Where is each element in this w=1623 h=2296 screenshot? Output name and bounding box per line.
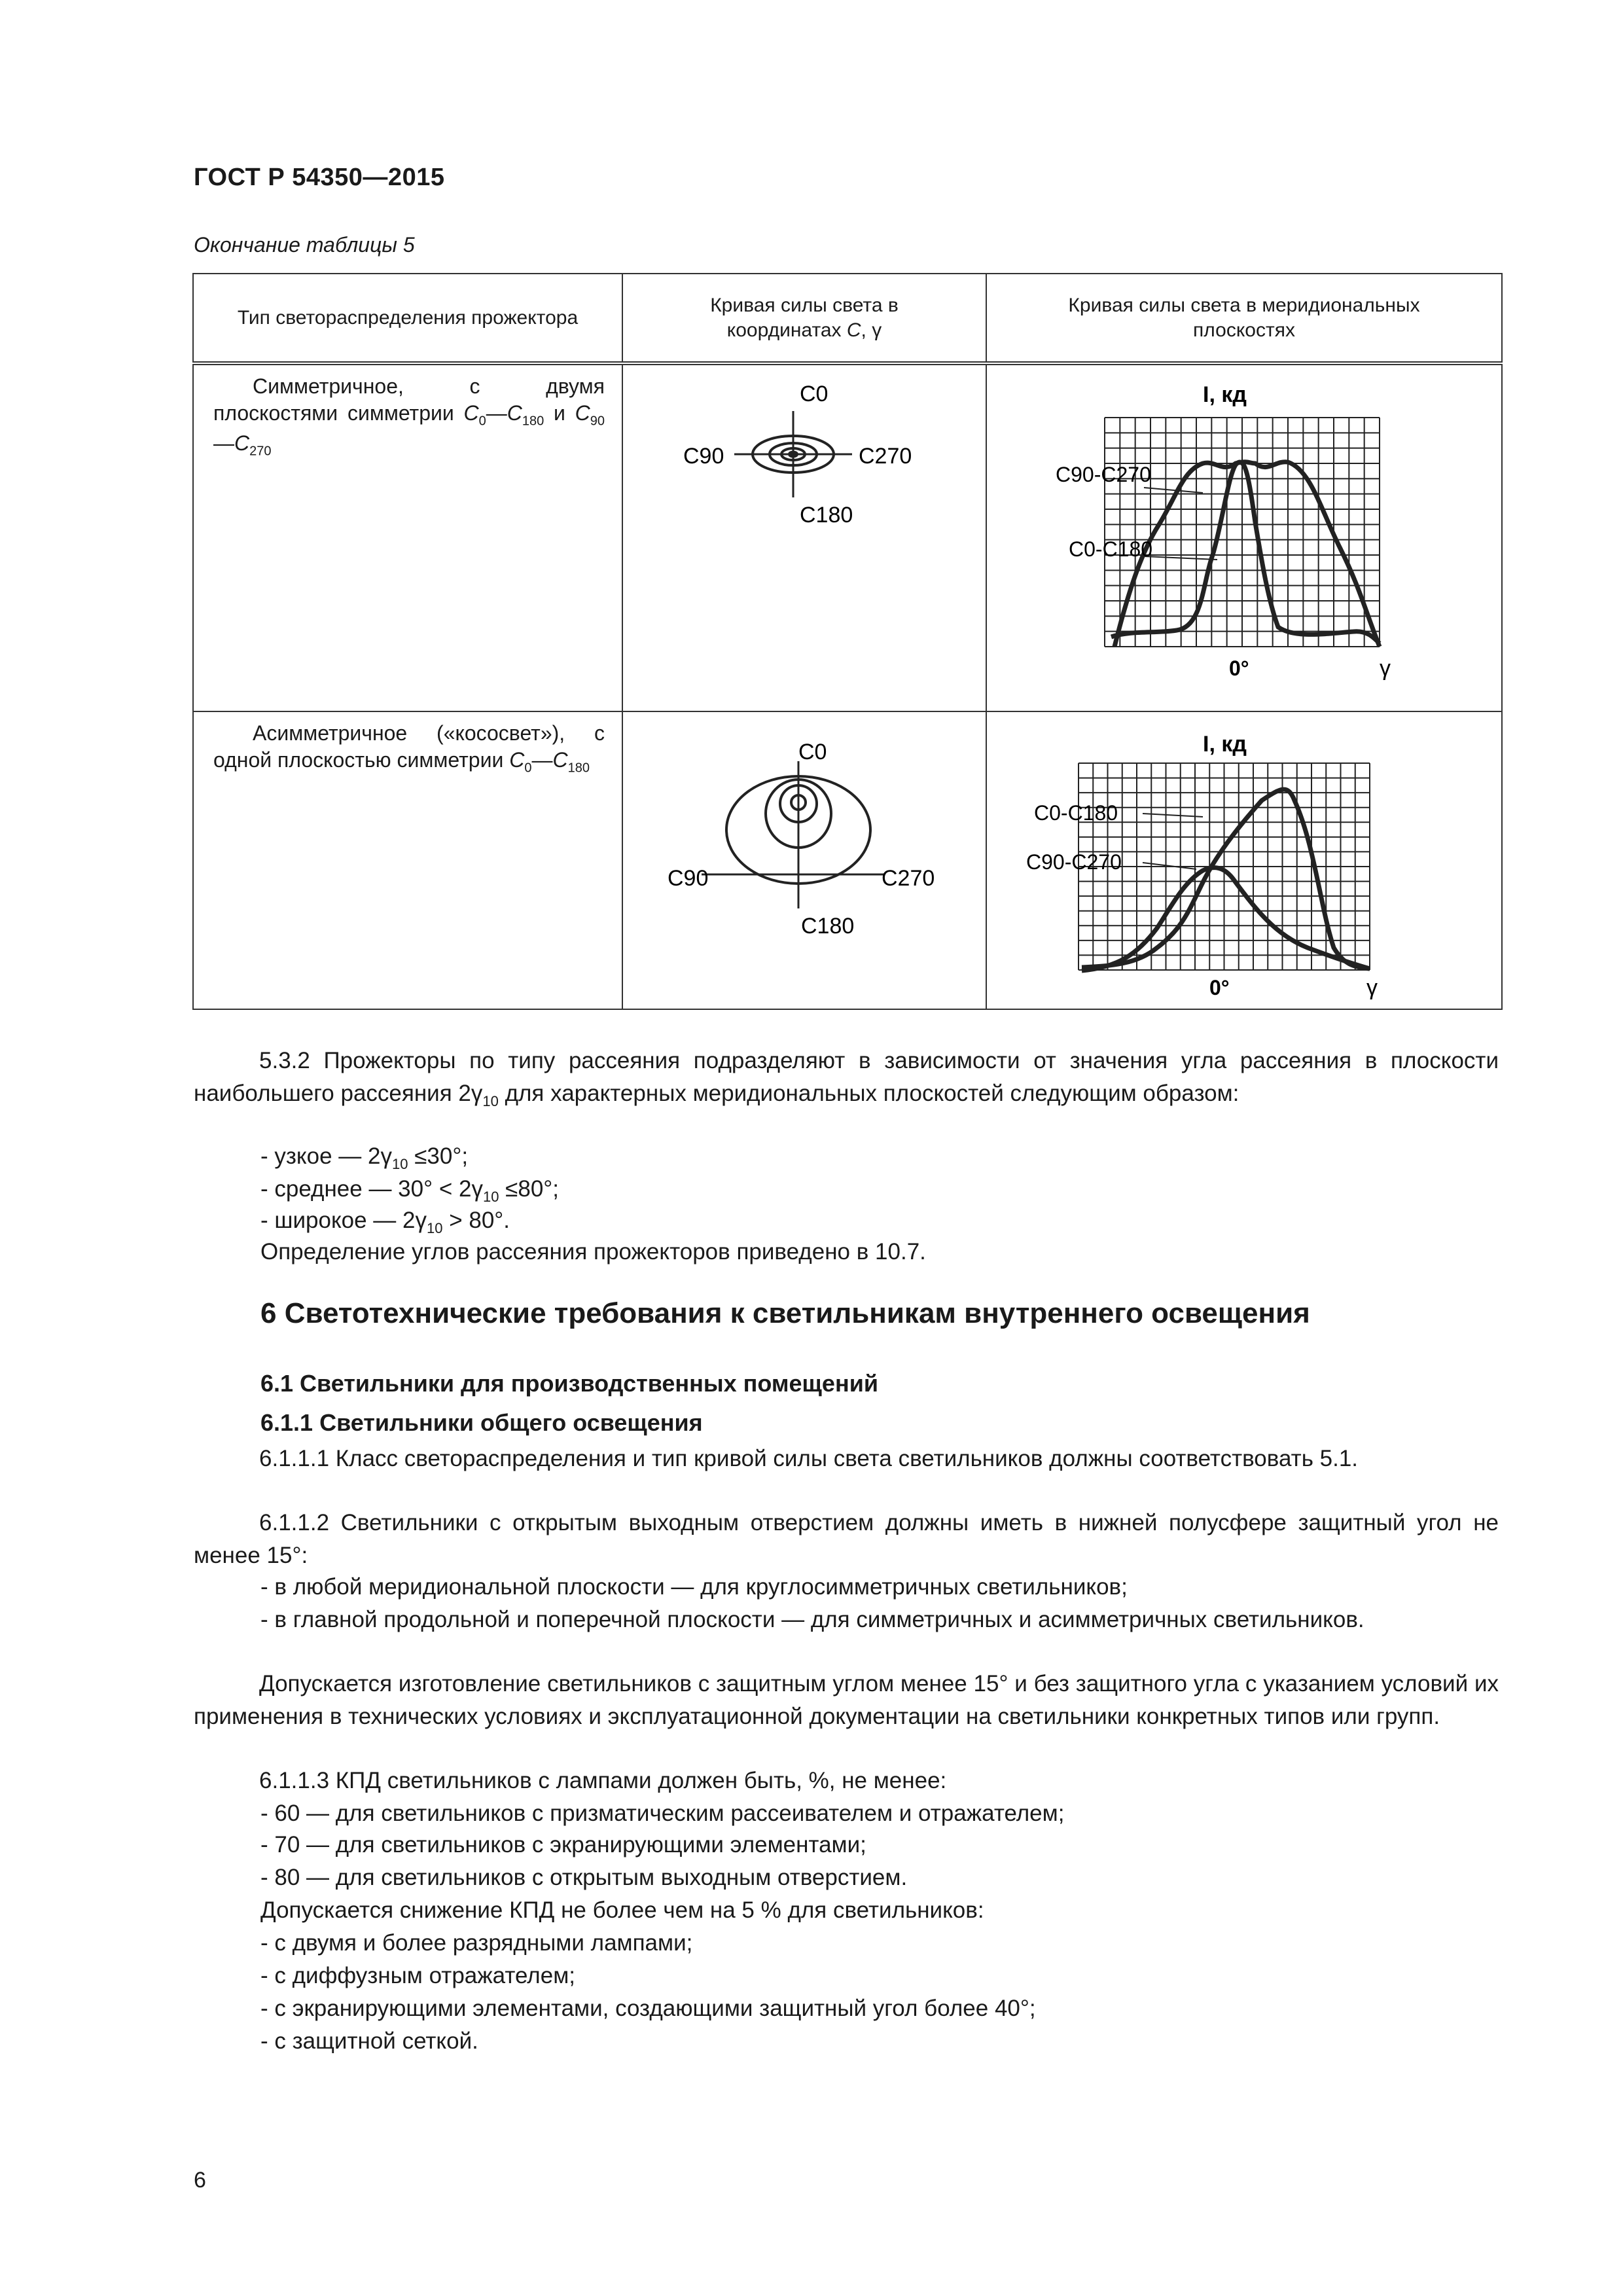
para-allow2: Допускается снижение КПД не более чем на 5 % для светильников: [260, 1897, 984, 1923]
polar2-label-left: C90 [668, 866, 709, 891]
list-item: - 80 — для светильников с открытым выходным отверстием. [260, 1865, 908, 1890]
polar2-label-top: C0 [798, 740, 827, 764]
page-number: 6 [194, 2168, 206, 2193]
table-header-row [193, 274, 1502, 363]
list-item: - с защитной сеткой. [260, 2028, 478, 2054]
list-item: - 70 — для светильников с экранирующими элементами; [260, 1832, 866, 1857]
section-6-heading: 6 Светотехнические требования к светильникам внутреннего освещения [260, 1297, 1310, 1329]
column-header-polar: Кривая силы света в координатах С, γ [622, 274, 986, 363]
meridional-graph-symmetric [987, 365, 1503, 706]
polar2-label-bottom: C180 [801, 914, 855, 939]
graph1-curve-label-b: C0-C180 [1069, 537, 1153, 561]
polar-diagram-symmetric [623, 365, 987, 706]
polar2-label-right: C270 [882, 866, 935, 891]
graph2-curve-label-b: C90-C270 [1026, 850, 1122, 874]
section-6-1-1-heading: 6.1.1 Светильники общего освещения [260, 1409, 703, 1436]
graph2-y-label: I, кд [1203, 732, 1247, 757]
row1-type-cell [193, 363, 622, 711]
list-item: - с экранирующими элементами, создающими защитный угол более 40°; [260, 1996, 1036, 2021]
graph2-curve-label-a: C0-C180 [1034, 801, 1118, 825]
section-6-1-heading: 6.1 Светильники для производственных помещений [260, 1370, 878, 1397]
list-item: - узкое — $2\gamma_{10} \le 30^\circ$; [260, 1143, 469, 1172]
list-item: - с диффузным отражателем; [260, 1963, 575, 1988]
graph1-y-label: I, кд [1203, 382, 1247, 407]
row2-type-cell [193, 711, 622, 1009]
polar1-label-left: C90 [683, 444, 724, 469]
table-row [193, 711, 1502, 1009]
list-item: - широкое — $2\gamma_{10} > 80^\circ$. [260, 1208, 510, 1236]
para-5-3-2: 5.3.2 Прожекторы по типу рассеяния подразделяют в зависимости от значения угла рассеяния в плоскости наибольшего рассеяния $2\gamma_{10}$ для характерных меридиональных плоскостей следующим образом: [194, 1048, 1499, 1109]
table-row [193, 363, 1502, 711]
table-caption: Окончание таблицы 5 [194, 233, 415, 257]
graph1-x-end: γ [1380, 656, 1391, 681]
graph2-x-zero: 0° [1209, 976, 1230, 999]
column-header-type: Тип светораспределения прожектора [193, 274, 622, 363]
row1-graph-cell [986, 363, 1502, 711]
graph2-x-end: γ [1366, 975, 1378, 1000]
column-header-meridional: Кривая силы света в меридиональных плоскостях [986, 274, 1502, 363]
graph1-curve-label-a: C90-C270 [1056, 463, 1151, 486]
graph1-x-zero: 0° [1229, 656, 1249, 680]
row2-polar-cell [622, 711, 986, 1009]
polar1-label-top: C0 [800, 382, 829, 406]
list-item: - в любой меридиональной плоскости — для круглосимметричных светильников; [260, 1574, 1128, 1600]
graph1-curve-c90-c270 [1115, 462, 1380, 647]
polar-diagram-asymmetric [623, 712, 987, 1003]
row2-type-text: Асимметричное («кососвет»), с одной плоскостью симметрии $С_0—С_{180}$ [213, 721, 605, 776]
list-item: - с двумя и более разрядными лампами; [260, 1930, 693, 1956]
para-6-1-1-3: 6.1.1.3 КПД светильников с лампами должен быть, %, не менее: [259, 1768, 947, 1793]
para-6-1-1-2: 6.1.1.2 Светильники с открытым выходным отверстием должны иметь в нижней полусфере защитный угол не менее 15°: [194, 1510, 1499, 1568]
list-item: - в главной продольной и поперечной плоскости — для симметричных и асимметричных светильников. [260, 1607, 1364, 1632]
document-header: ГОСТ Р 54350—2015 [194, 164, 445, 191]
polar1-label-right: C270 [859, 444, 912, 469]
row1-polar-cell [622, 363, 986, 711]
table-5 [192, 273, 1503, 1010]
list-item: - среднее — $30^\circ < 2\gamma_{10} \le 80^\circ$; [260, 1176, 560, 1205]
meridional-graph-asymmetric [987, 712, 1503, 1003]
polar1-label-bottom: C180 [800, 503, 853, 528]
para-allow: Допускается изготовление светильников с защитным углом менее 15° и без защитного угла с указанием условий их применения в технических условиях и эксплуатационной документации на светильники конкретных типов или групп. [194, 1671, 1499, 1729]
para-6-1-1-1: 6.1.1.1 Класс светораспределения и тип кривой силы света светильников должны соответствовать 5.1. [259, 1446, 1359, 1471]
para-5-3-2-outro: Определение углов рассеяния прожекторов приведено в 10.7. [260, 1239, 926, 1265]
list-item: - 60 — для светильников с призматическим рассеивателем и отражателем; [260, 1801, 1065, 1826]
row1-type-text: Симметричное, с двумя плоскостями симметрии $С_0—С_{180}$ и $С_{90}—С_{270}$ [213, 374, 605, 459]
row2-graph-cell [986, 711, 1502, 1009]
